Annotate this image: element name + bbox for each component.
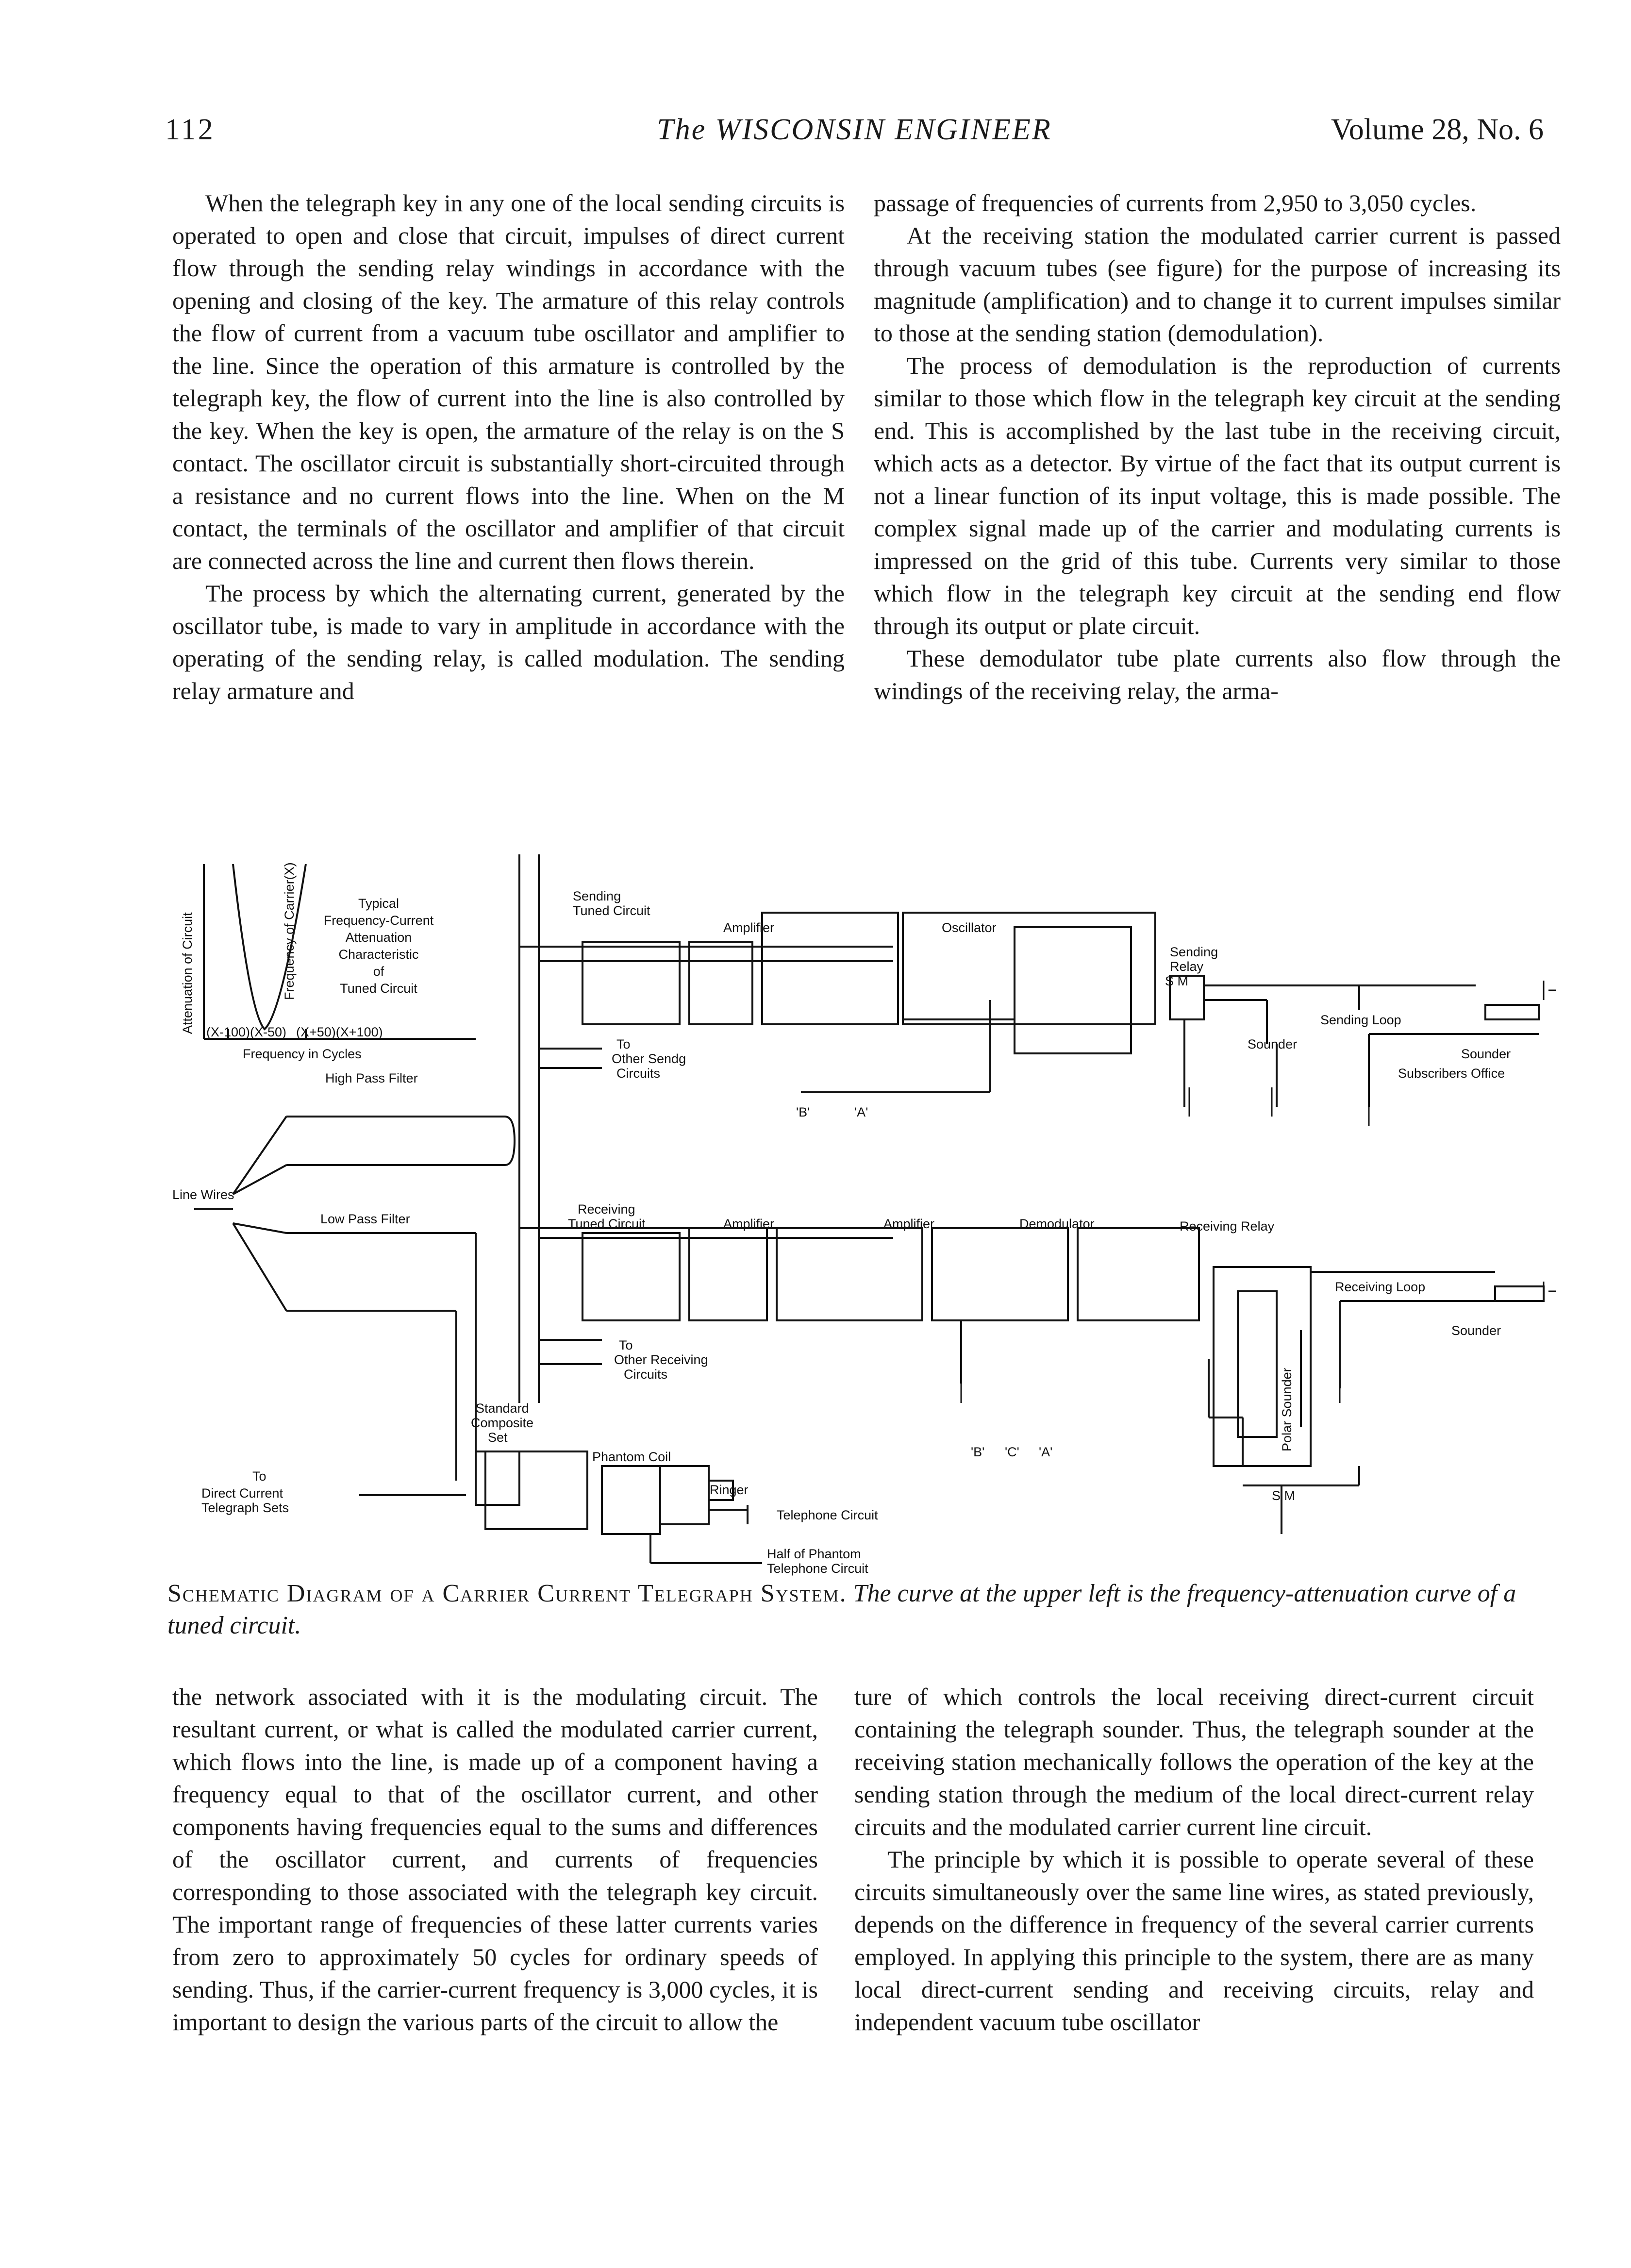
battery-b-label: 'B' bbox=[971, 1445, 985, 1459]
volume-issue: Volume 28, No. 6 bbox=[1331, 113, 1544, 146]
demodulator-label: Demodulator bbox=[1019, 1217, 1095, 1231]
running-header bbox=[165, 113, 1544, 166]
battery-b-label: 'B' bbox=[796, 1105, 810, 1119]
paragraph: ture of which controls the local receiving direct-current circuit containing the telegraph sounder. Thus, the telegraph sounder at the receiving station mechanically follows the operation of the key at the sending station through the medium of the local direct-current relay circuits and the modulated carrier current line circuit. bbox=[854, 1683, 1534, 1840]
inset-legend: Characteristic bbox=[338, 947, 419, 962]
journal-title: The WISCONSIN ENGINEER bbox=[657, 113, 1052, 146]
sending-relay-label: Relay bbox=[1170, 959, 1204, 974]
amplifier-label: Amplifier bbox=[723, 920, 775, 935]
paragraph: When the telegraph key in any one of the local sending circuits is operated to open and close that circuit, impulses of direct current flow through the sending relay windings in accordance with the opening and closing of the key. The armature of this relay controls the flow of current from a vacuum tube oscillator and amplifier to the line. Since the operation of this armature is controlled by the telegraph key, the flow of current into the line is also controlled by the key. When the key is open, the armature of the relay is on the S contact. The oscillator circuit is substantially short-circuited through a resistance and no current flows into the line. When on the M contact, the terminals of the oscillator and amplifier of that circuit are connected across the line and current then flows therein. bbox=[172, 189, 845, 574]
receiving-tuned-label: Receiving bbox=[578, 1202, 635, 1217]
inset-legend: of bbox=[373, 964, 384, 979]
y-axis-label: Attenuation of Circuit bbox=[180, 912, 195, 1034]
column-top-right bbox=[874, 187, 1561, 707]
other-sending-label: Circuits bbox=[616, 1066, 661, 1081]
other-sending-label: Other Sendg bbox=[612, 1051, 686, 1066]
x-axis-label: Frequency in Cycles bbox=[243, 1047, 362, 1061]
battery-a-label: 'A' bbox=[1039, 1445, 1053, 1459]
frequency-tick-right: (X+50)(X+100) bbox=[296, 1025, 383, 1039]
paragraph: The process of demodulation is the reproduction of currents similar to those which flow in the telegraph key circuit at the sending end. This is accomplished by the last tube in the receiving circuit, which acts as a detector. By virtue of the fact that its output current is not a linear function of its input voltage, this is made possible. The complex signal made up of the carrier and modulating currents is impressed on the grid of this tube. Currents very similar to those which flow in the telegraph key circuit at the sending end flow through its output or plate circuit. bbox=[874, 352, 1561, 639]
relay-contacts-label: S M bbox=[1165, 974, 1189, 988]
telephone-circuit-label: Telephone Circuit bbox=[777, 1508, 878, 1522]
relay-contacts-label: S M bbox=[1272, 1488, 1296, 1503]
composite-set-label: Set bbox=[488, 1430, 508, 1445]
battery-a-label: 'A' bbox=[854, 1105, 868, 1119]
sending-tuned-label: Sending bbox=[573, 889, 621, 903]
column-bottom-left bbox=[172, 1681, 818, 2038]
column-top-left bbox=[172, 187, 845, 707]
high-pass-filter-label: High Pass Filter bbox=[325, 1071, 418, 1085]
composite-set-label: Standard bbox=[476, 1401, 529, 1416]
inset-legend: Frequency-Current bbox=[323, 913, 434, 928]
column-bottom-right bbox=[854, 1681, 1534, 2038]
receiving-relay-label: Receiving Relay bbox=[1180, 1219, 1275, 1234]
paragraph: The principle by which it is possible to operate several of these circuits simultaneously over the same line wires, as stated previously, depends on the difference in frequency of the several carrier currents employed. In applying this principle to the system, there are as many local direct-current sending and receiving circuits, relay and independent vacuum tube oscillator bbox=[854, 1846, 1534, 2035]
amplifier-label: Amplifier bbox=[883, 1217, 935, 1231]
schematic-svg bbox=[165, 854, 1558, 1578]
telegraph-sets-label: To bbox=[252, 1469, 266, 1484]
paragraph: passage of frequencies of currents from 2,950 to 3,050 cycles. bbox=[874, 189, 1477, 217]
inset-legend: Typical bbox=[358, 896, 399, 911]
receiving-loop-label: Receiving Loop bbox=[1335, 1280, 1426, 1294]
caption-title: Schematic Diagram of a Carrier Current Telegraph System. bbox=[167, 1580, 847, 1607]
polar-sounder-label: Polar Sounder bbox=[1280, 1367, 1294, 1451]
other-sending-label: To bbox=[616, 1037, 631, 1051]
subscribers-office-label: Subscribers Office bbox=[1398, 1066, 1505, 1081]
sounder-label: Sounder bbox=[1248, 1037, 1298, 1051]
line-wires-label: Line Wires bbox=[172, 1187, 234, 1202]
sounder-label: Sounder bbox=[1461, 1047, 1511, 1061]
half-phantom-label: Half of Phantom bbox=[767, 1547, 861, 1561]
sending-loop-label: Sending Loop bbox=[1320, 1013, 1401, 1027]
other-receiving-label: To bbox=[619, 1338, 633, 1352]
other-receiving-label: Other Receiving bbox=[614, 1352, 708, 1367]
half-phantom-label: Telephone Circuit bbox=[767, 1561, 868, 1576]
inset-legend: Attenuation bbox=[345, 930, 412, 945]
frequency-tick-left: (X-100)(X-50) bbox=[206, 1025, 287, 1039]
page-number: 112 bbox=[165, 113, 215, 146]
paragraph: These demodulator tube plate currents also flow through the windings of the receiving relay, the arma- bbox=[874, 645, 1561, 704]
inset-legend: Tuned Circuit bbox=[340, 981, 417, 996]
ringer-label: Ringer bbox=[710, 1483, 749, 1497]
low-pass-filter-label: Low Pass Filter bbox=[320, 1212, 410, 1226]
sending-relay-label: Sending bbox=[1170, 945, 1218, 959]
carrier-frequency-label: Frequency of Carrier(X) bbox=[282, 862, 297, 1000]
telegraph-sets-label: Telegraph Sets bbox=[201, 1501, 289, 1515]
composite-set-label: Composite bbox=[471, 1416, 534, 1430]
other-receiving-label: Circuits bbox=[624, 1367, 668, 1382]
paragraph: At the receiving station the modulated carrier current is passed through vacuum tubes (see figure) for the purpose of increasing its magnitude (amplification) and to change it to current impulses similar to those at the sending station (demodulation). bbox=[874, 222, 1561, 347]
caption-text: The curve at the upper left is the frequency-attenuation curve of a tuned circuit. bbox=[167, 1580, 1516, 1639]
paragraph: The process by which the alternating current, generated by the oscillator tube, is made to vary in amplitude in accordance with the operating of the sending relay, is called modulation. The sending relay armature and bbox=[172, 580, 845, 704]
paragraph: the network associated with it is the modulating circuit. The resultant current, or what is called the modulated carrier current, which flows into the line, is made up of a component having a frequency equal to that of the oscillator current, and other components having frequencies equal to the sums and differences of the oscillator current, and currents of frequencies corresponding to those associated with the telegraph key circuit. The important range of frequencies of these latter currents varies from zero to approximately 50 cycles for ordinary speeds of sending. Thus, if the carrier-current frequency is 3,000 cycles, it is important to design the various parts of the circuit to allow the bbox=[172, 1683, 818, 2035]
schematic-diagram bbox=[165, 854, 1558, 1578]
oscillator-label: Oscillator bbox=[942, 920, 997, 935]
battery-c-label: 'C' bbox=[1005, 1445, 1019, 1459]
phantom-coil-label: Phantom Coil bbox=[592, 1450, 671, 1464]
sending-tuned-label: Tuned Circuit bbox=[573, 903, 650, 918]
amplifier-label: Amplifier bbox=[723, 1217, 775, 1231]
telegraph-sets-label: Direct Current bbox=[201, 1486, 283, 1501]
figure-caption bbox=[167, 1578, 1541, 1642]
receiving-tuned-label: Tuned Circuit bbox=[568, 1217, 646, 1231]
sounder-label: Sounder bbox=[1451, 1323, 1501, 1338]
